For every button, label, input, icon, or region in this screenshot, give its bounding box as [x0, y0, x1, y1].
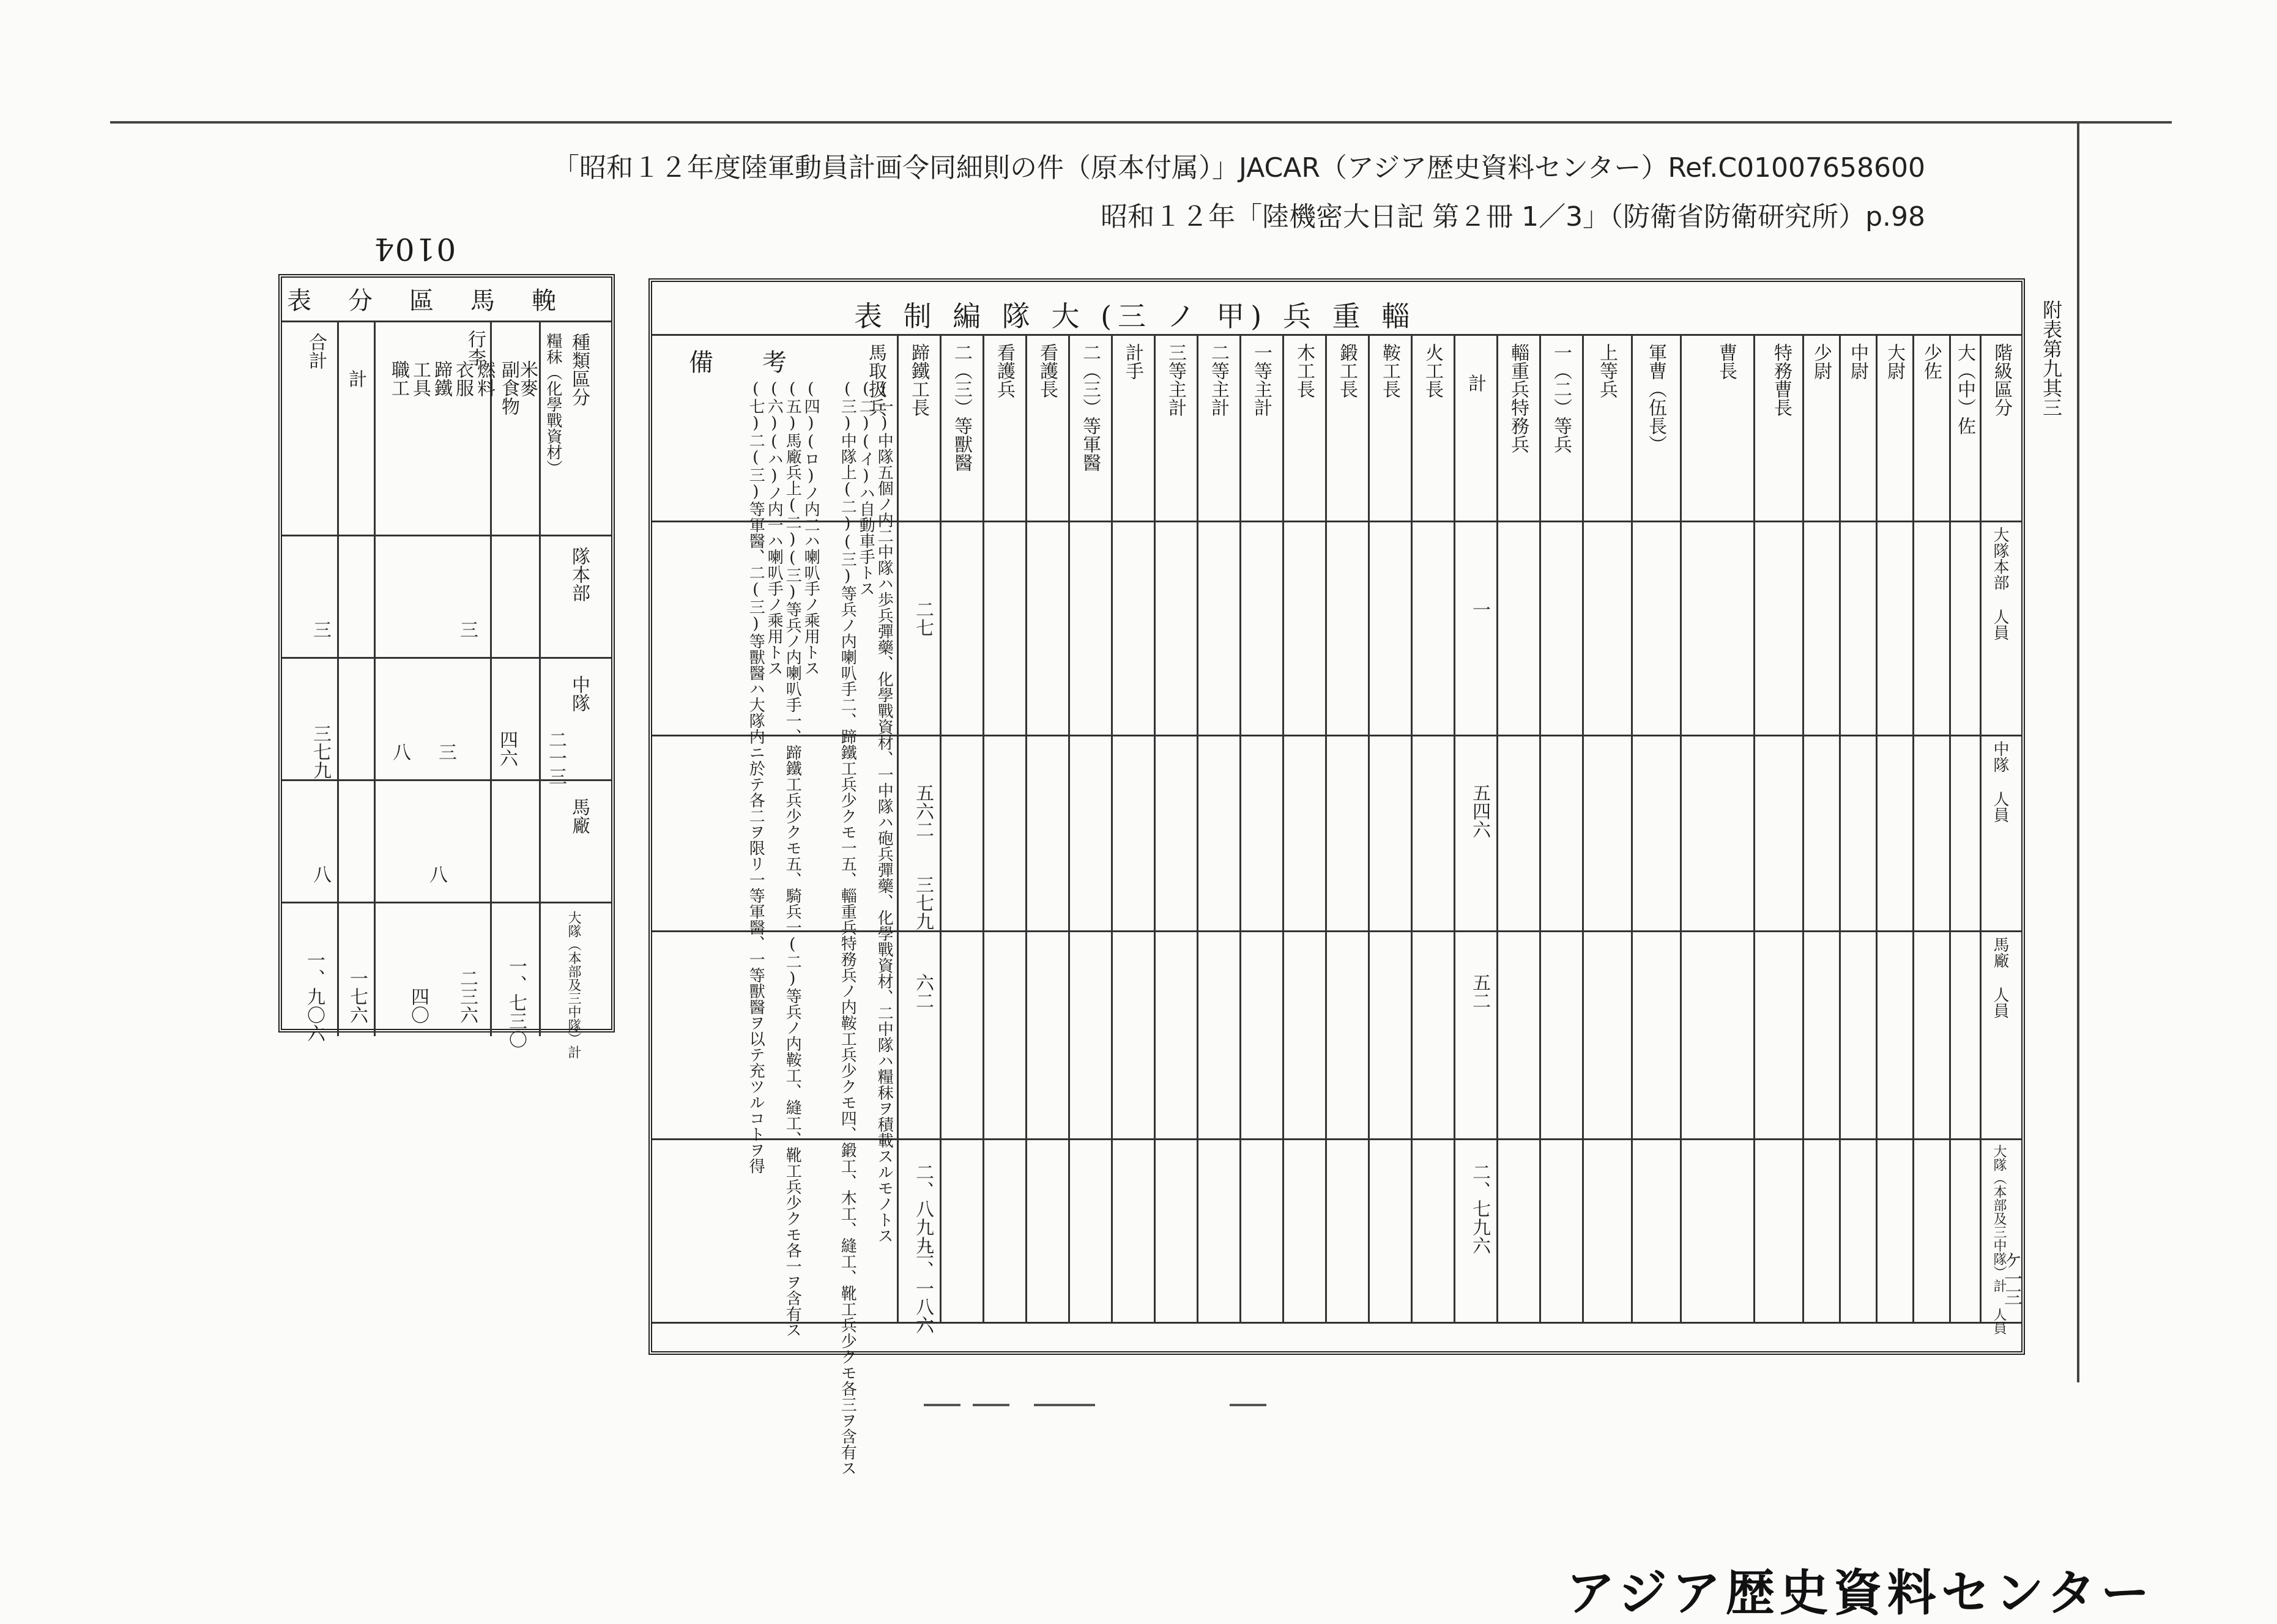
horse-header-category: 種類區分: [568, 333, 590, 406]
row-label-battalion: 大隊（本部及三中隊）計 人員: [1991, 1144, 2007, 1335]
horse-row-company-v3: 三: [435, 743, 456, 761]
horse-table-title: 表分區馬輓: [287, 287, 593, 315]
depot-personnel-subtotal: 五二: [1469, 973, 1490, 1010]
horse-row-hq-value: 三: [456, 620, 478, 639]
horse-row-depot-total: 八: [310, 865, 331, 883]
organization-table: [648, 278, 2025, 1476]
col-header-nurse: 看護兵: [994, 343, 1015, 398]
col-header-nurse-chief: 看護長: [1036, 343, 1058, 398]
horse-header-total: 合計: [305, 333, 327, 369]
horse-header-provisions: 糧秣（化學戰資材）: [544, 333, 562, 476]
company-pack-horse: 三七九: [912, 875, 934, 930]
horse-header-tools: 工具: [409, 360, 431, 397]
col-header-1st-lt: 中尉: [1847, 343, 1868, 380]
horse-row-hq-total: 三: [310, 620, 331, 639]
battalion-mount-total: 二、一八六: [912, 1242, 934, 1334]
horse-header-rice: 米麥: [516, 360, 538, 397]
horse-header-workers: 職工: [388, 360, 409, 397]
col-header-smith: 鍛工長: [1336, 343, 1358, 398]
col-header-paymaster-2: 二等主計: [1208, 343, 1229, 417]
remark-1: (一)中隊五個ノ内二中隊ハ歩兵彈藥、化學戰資材、一中隊ハ砲兵彈藥、化學戰資材、二中隊ハ糧秣ヲ積載スルモノトス: [875, 380, 894, 1244]
scan-dash: [924, 1404, 960, 1406]
remark-2: (二)(イ)ハ自動車手トス: [856, 380, 875, 596]
row-label-hq: 大隊本部 人員: [1991, 527, 2009, 640]
remark-7: (七)二(三)等軍醫、二(三)等獸醫ハ大隊内ニ於テ各二ヲ限リ一等軍醫、一等獸醫ヲ以テ充ツルコトヲ得: [746, 380, 765, 1174]
horse-row-battalion-v2: 二三六: [456, 969, 478, 1024]
col-header-saddler: 鞍工長: [1379, 343, 1400, 398]
horse-row-battalion-v3: 四〇: [407, 987, 429, 1024]
horse-header-baggage: 行李: [464, 330, 486, 366]
horse-header-shoe: 蹄鐵: [431, 360, 452, 397]
col-header-surgeon: 二（三）等軍醫: [1079, 343, 1101, 472]
col-header-subtotal-1: 計: [1465, 374, 1486, 392]
col-header-private: 一（二）等兵: [1550, 343, 1572, 453]
side-mark: ケ一三: [2000, 1251, 2022, 1306]
battalion-personnel-subtotal: 二、七九六: [1469, 1163, 1490, 1255]
remark-4: (四)(ロ)ノ内二ハ喇叭手ノ乘用トス: [801, 380, 820, 676]
scan-dash: [973, 1404, 1009, 1406]
citation-line-1: 「昭和１２年度陸軍動員計画令同細則の件（原本付属）」JACAR（アジア歴史資料センター）Ref.C01007658600: [552, 152, 1925, 184]
battalion-personnel-total: 二、八九九: [912, 1163, 934, 1255]
col-header-class: 階級區分: [1991, 343, 2012, 417]
row-label-company: 中隊 人員: [1991, 741, 2009, 823]
company-personnel-subtotal: 五四六: [1469, 784, 1490, 839]
horse-row-hq-label: 隊本部: [568, 547, 590, 602]
col-header-major: 少佐: [1920, 343, 1942, 380]
horse-row-battalion-label: 大隊（本部及三中隊）計: [566, 911, 581, 1059]
horse-header-subtotal: 計: [345, 369, 366, 388]
col-header-veterinarian: 二（三）等獸醫: [951, 343, 972, 472]
col-header-transport-soldier: 輜重兵特務兵: [1507, 343, 1529, 453]
scan-edge-right: [2077, 122, 2079, 1382]
remark-6: (六)(ハ)ノ内一ハ喇叭手ノ乘用トス: [765, 380, 784, 676]
col-header-carpenter: 木工長: [1293, 343, 1315, 398]
col-header-paymaster-1: 一等主計: [1250, 343, 1272, 417]
row-label-depot: 馬廠 人員: [1991, 936, 2009, 1018]
hq-personnel-subtotal: 一: [1469, 600, 1490, 618]
horse-row-battalion-total: 一、九〇六: [303, 951, 325, 1042]
hq-personnel-total: 二七: [912, 600, 934, 637]
appendix-label: 附表第九其三: [2040, 300, 2063, 417]
horse-row-battalion-v1: 一、七三〇: [505, 957, 527, 1048]
col-header-2nd-lt: 少尉: [1810, 343, 1832, 380]
scan-dash: [1230, 1404, 1266, 1406]
col-header-farrier: 蹄鐵工長: [908, 343, 929, 417]
horse-header-clothes: 衣服: [452, 360, 474, 397]
col-header-fireworks: 火工長: [1422, 343, 1443, 398]
remarks-title: 備考: [689, 349, 836, 377]
horse-row-depot-label: 馬廠: [568, 798, 590, 834]
remark-5: (五)馬廠兵上(二)(三)等兵ノ内喇叭手一、蹄鐵工兵少クモ五、騎兵一(二)等兵ノ内鞍工、縫工、靴工兵少クモ各一ヲ含有ス: [783, 380, 802, 1338]
horse-row-company-v2: 四六: [496, 730, 518, 767]
col-header-captain: 大尉: [1884, 343, 1905, 380]
col-header-sgt: 軍曹（伍長）: [1645, 343, 1666, 453]
remark-3: (三)中隊上(二)(三)等兵ノ内喇叭手二、蹄鐵工兵少クモ一五、輜重兵特務兵ノ内鞍工兵少クモ四、鍛工、木工、縫工、靴工兵少クモ各三ヲ含有ス: [838, 380, 857, 1476]
horse-row-battalion-v4: 一七六: [346, 969, 368, 1024]
col-header-sgt-major: 曹長: [1715, 343, 1737, 380]
scan-dash: [1034, 1404, 1095, 1406]
page-number: 0104: [373, 231, 456, 267]
depot-personnel-total: 六二: [912, 973, 934, 1010]
horse-row-depot-value: 八: [426, 865, 447, 883]
col-header-horse-handler: 馬取扱兵: [865, 343, 886, 417]
col-header-paymaster-3: 三等主計: [1165, 343, 1186, 417]
horse-distribution-table: [278, 274, 615, 1059]
col-header-accountant: 計手: [1122, 343, 1143, 380]
scan-edge-top: [110, 121, 2172, 124]
horse-header-side: 副食物: [498, 360, 519, 415]
horse-header-fuel: 燃料: [474, 360, 495, 397]
horse-row-company-label: 中隊: [568, 675, 590, 712]
archive-logo: アジア歴史資料センター: [1566, 1565, 2155, 1622]
col-header-superior-pvt: 上等兵: [1596, 343, 1618, 398]
col-header-col-ltcol: 大（中）佐: [1954, 343, 1975, 435]
company-personnel-total: 五六二: [912, 784, 934, 839]
horse-row-company-v1: 二一三: [545, 730, 566, 785]
citation-line-2: 昭和１２年「陸機密大日記 第２冊 1／3」（防衛省防衛研究所）p.98: [1101, 201, 1925, 232]
col-header-warrant: 特務曹長: [1770, 343, 1792, 417]
organization-table-title: 表 制 編 隊 大 (三 ノ 甲) 兵 重 輜: [854, 300, 1416, 333]
horse-row-company-total: 三七九: [310, 724, 331, 779]
horse-row-company-v4: 八: [389, 743, 410, 761]
